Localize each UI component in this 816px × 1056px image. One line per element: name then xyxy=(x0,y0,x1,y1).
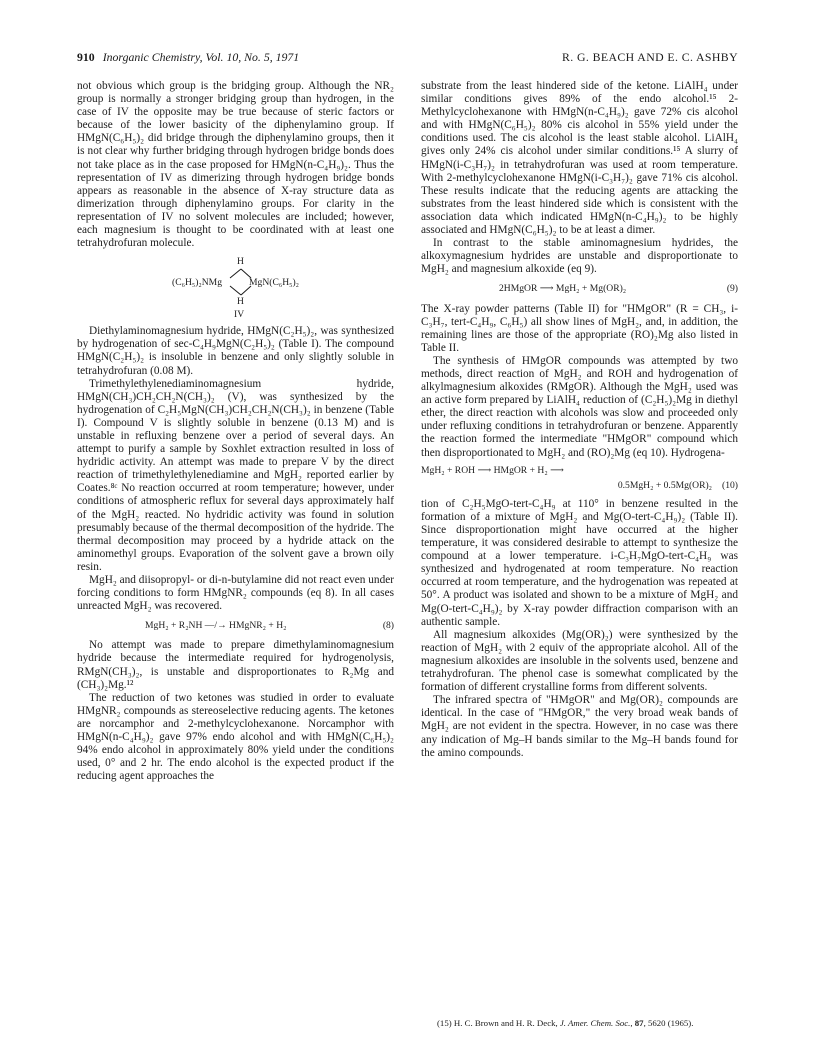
equation-10 xyxy=(421,464,738,492)
running-header xyxy=(77,50,738,66)
equation-line: MgH₂ + ROH ⟶ HMgOR + H₂ ⟶ xyxy=(421,464,564,476)
equation-line-2 xyxy=(421,479,738,492)
right-group: MgN(C₆H₅)₂ xyxy=(249,277,300,289)
equation-text: 2HMgOR ⟶ MgH₂ + Mg(OR)₂ xyxy=(499,283,627,295)
footnote-volume: 87 xyxy=(634,1018,644,1028)
hydrogen-bottom: H xyxy=(237,296,244,308)
header-authors: R. G. BEACH AND E. C. ASHBY xyxy=(562,50,738,64)
equation-number: (8) xyxy=(382,620,394,632)
left-group: (C₆H₅)₂NMg xyxy=(172,277,223,289)
footnote-journal: J. Amer. Chem. Soc. xyxy=(559,1018,631,1028)
paragraph: tion of C₂H₅MgO-tert-C₄H₉ at 110° in benzene resulted in the formation of a mixture of MgH₂ and Mg(O-tert-C₄H₉)₂ (Table II). Since disproportionation might have occurred at the higher temperature, it was considered desirable to attempt to synthesize the compound at a lower temperature. i-C₃H₇MgO-tert-C₄H₉ was synthesized and hydrogenated at room temperature. No reaction occurred at room temperature, and the hydrogenation was repeated at 50°. A product was isolated and shown to be a mixture of MgH₂ and Mg(O-tert-C₄H₉)₂ by X-ray powder diffraction comparison with an authentic sample. xyxy=(421,497,738,628)
paragraph: In contrast to the stable aminomagnesium hydrides, the alkoxymagnesium hydrides are unstable and disproportionate to MgH₂ and magnesium alkoxide (eq 9). xyxy=(421,237,738,276)
footnote-tail: , 5620 (1965). xyxy=(643,1018,694,1028)
header-left xyxy=(77,50,299,65)
paragraph: not obvious which group is the bridging group. Although the NR₂ group is normally a stronger bridging group than hydrogen, in the case of IV the opposite may be true because of steric factors or because of the lower basicity of the diphenylamino group. If HMgN(C₆H₅)₂ did bridge through the diphenylamino groups, then it is not clear why further bridging through hydrogen bridge bonds does not take place as in the case proposed for HMgN(n-C₄H₉)₂. Thus the representation of IV as dimerizing through hydrogen bridge bonds appears as reasonable in the absence of X-ray structure data as dimerization through diphenylamino groups. For clarity in the representation of IV no solvent molecules are included; however, each magnesium is thought to be coordinated with at least one tetrahydrofuran molecule. xyxy=(77,80,394,250)
left-column xyxy=(77,80,394,783)
page-number: 910 xyxy=(77,50,95,64)
paragraph: The reduction of two ketones was studied in order to evaluate HMgNR₂ compounds as stereoselective reducing agents. The ketones are norcamphor and 2-methylcyclohexanone. Norcamphor with HMgN(n-C₄H₉)₂ gave 97% endo alcohol and with HMgN(C₆H₅)₂ 94% endo alcohol in approximately 80% yield under the conditions used, 0° and 2 hr. The endo alcohol is the expected product if the reducing agent approaches the xyxy=(77,691,394,783)
paragraph: The synthesis of HMgOR compounds was attempted by two methods, direct reaction of MgH₂ and ROH and hydrogenation of alkylmagnesium alkoxides (RMgOR). Although the MgH₂ used was an active form prepared by LiAlH₄ reduction of (C₂H₅)₂Mg in diethyl ether, the direct reaction with alcohols was slow and proceeded only under refluxing conditions in tetrahydrofuran or benzene. Apparently the reaction formed the intermediate "HMgOR" compound which then disproportionated to MgH₂ and (RO)₂Mg (eq 10). Hydrogena- xyxy=(421,354,738,459)
equation-9 xyxy=(421,282,738,295)
structure-iv xyxy=(77,253,394,321)
footnote-lead: (15) H. C. Brown and H. R. Deck, xyxy=(437,1018,560,1028)
journal-citation: Inorganic Chemistry, Vol. 10, No. 5, 1971 xyxy=(102,50,300,64)
paragraph: Diethylaminomagnesium hydride, HMgN(C₂H₅)₂, was synthesized by hydrogenation of sec-C₄H₉MgN(C₂H₅)₂ (Table I). The compound HMgN(C₂H₅)₂ is insoluble in benzene and only slightly soluble in tetrahydrofuran (0.08 M). xyxy=(77,325,394,377)
equation-number: (9) xyxy=(726,283,738,295)
hydrogen-top: H xyxy=(237,256,244,268)
footnote: (15) H. C. Brown and H. R. Deck, J. Amer. Chem. Soc., 87, 5620 (1965). xyxy=(437,1018,694,1028)
paragraph: MgH₂ and diisopropyl- or di-n-butylamine did not react even under forcing conditions to form HMgNR₂ compounds (eq 8). In all cases unreacted MgH₂ was recovered. xyxy=(77,574,394,613)
paragraph: No attempt was made to prepare dimethylaminomagnesium hydride because the intermediate required for hydrogenolysis, RMgN(CH₃)₂, is unstable and disproportionates to R₂Mg and (CH₃)₂Mg.¹² xyxy=(77,639,394,691)
equation-text: MgH₂ + R₂NH —/→ HMgNR₂ + H₂ xyxy=(145,620,287,632)
paragraph: substrate from the least hindered side of the ketone. LiAlH₄ under similar conditions gives 89% of the endo alcohol.¹⁵ 2-Methylcyclohexanone with HMgN(n-C₄H₉)₂ gave 72% cis alcohol and with HMgN(C₆H₅)₂ 80% cis alcohol in 55% yield under the conditions used. The cis alcohol is the least stable alcohol. LiAlH₄ gives only 24% cis alcohol under similar conditions.¹⁵ A slurry of HMgN(i-C₃H₇)₂ in tetrahydrofuran was used at room temperature. With 2-methylcyclohexanone HMgN(i-C₃H₇)₂ gave 71% cis alcohol. These results indicate that the reducing agents are attacking the substrates from the least hindered side which is consistent with the association data which indicated HMgN(n-C₄H₉)₂ to be highly associated and HMgN(C₆H₅)₂ to be at least a dimer. xyxy=(421,80,738,237)
equation-number: (10) xyxy=(722,479,738,491)
paragraph: Trimethylethylenediaminomagnesium hydride, HMgN(CH₃)CH₂CH₂N(CH₃)₂ (V), was synthesized by the hydrogenation of C₂H₅MgN(CH₃)CH₂CH₂N(CH₃)₂ in benzene (Table I). Compound V is slightly soluble in benzene (0.13 M) and is unstable in refluxing benzene over a period of several days. An attempt to purify a sample by Soxhlet extraction resulted in loss of hydridic activity. An attempt was made to prepare V by the direct reaction of trimethylethylenediamine and MgH₂ reported earlier by Coates.⁸ᶜ No reaction occurred at room temperature; however, under conditions of atmospheric reflux for several days approximately half of the MgH₂ reacted. No hydridic activity was found in solution presumably because of the thermal decomposition of the hydride. The thermal decomposition may proceed by a hydride attack on the aminomethyl groups. Evaporation of the solvent gave a brown oily resin. xyxy=(77,377,394,573)
paragraph: All magnesium alkoxides (Mg(OR)₂) were synthesized by the reaction of MgH₂ with 2 equiv of the appropriate alcohol. All of the magnesium alkoxides are insoluble in the solvents used, benzene and tetrahydrofuran. The phenol case is somewhat complicated by the formation of different crystalline forms from different solvents. xyxy=(421,628,738,694)
paragraph: The X-ray powder patterns (Table II) for "HMgOR" (R = CH₃, i-C₃H₇, tert-C₄H₉, C₆H₅) all show lines of MgH₂, and, in addition, the remaining lines are those of the appropriate (RO)₂Mg also listed in Table II. xyxy=(421,302,738,354)
paragraph: The infrared spectra of "HMgOR" and Mg(OR)₂ compounds are identical. In the case of "HMgOR," the very broad weak bands of MgH₂ are not evident in the spectra. However, in no case was there any indication of Mg–H bands similar to the Mg–H bands found for the amino compounds. xyxy=(421,694,738,759)
equation-text: 0.5MgH₂ + 0.5Mg(OR)₂ xyxy=(617,479,713,491)
right-column xyxy=(421,80,738,760)
equation-8 xyxy=(77,619,394,632)
compound-label: IV xyxy=(234,309,245,321)
